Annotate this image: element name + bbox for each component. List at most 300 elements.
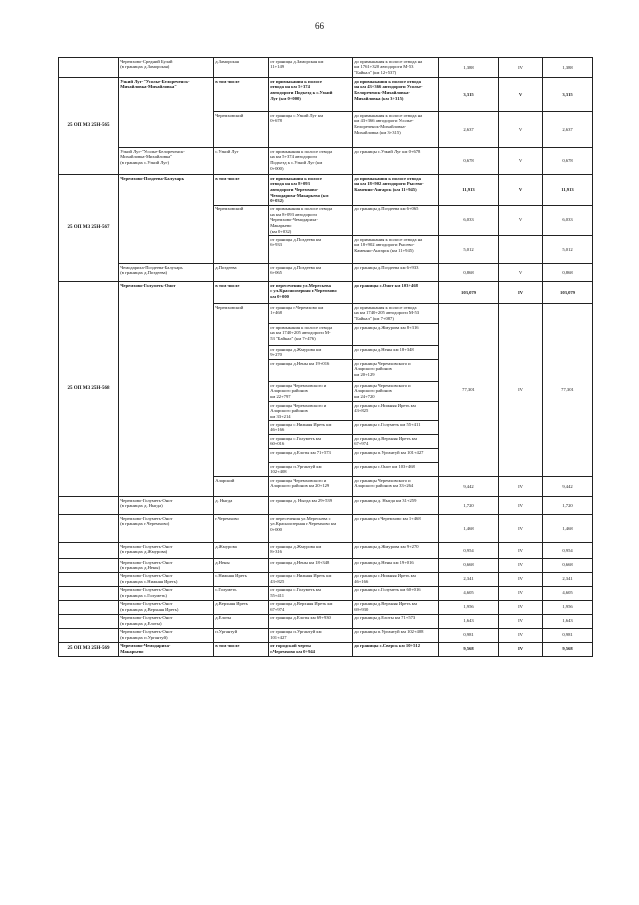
cell-text-line: км 20+129 xyxy=(354,371,375,377)
cell-text-line: Аларского районов км 20+129 xyxy=(270,483,330,489)
length-km xyxy=(439,559,499,572)
cell-value: IV xyxy=(518,632,523,638)
cell-text-line: 0+000 xyxy=(270,527,282,533)
cell-value: IV xyxy=(518,64,523,70)
total-length-km xyxy=(543,614,593,628)
section-end xyxy=(353,58,439,78)
section-start xyxy=(269,515,353,543)
cell-value: в том числе xyxy=(215,78,240,84)
cell-text-line: до границы д.Елоты км 71+573 xyxy=(354,615,416,621)
cell-value: 1,956 xyxy=(463,604,474,610)
cell-text-line: до примыкания к полосе отвода на xyxy=(354,236,423,242)
road-name xyxy=(119,175,214,264)
cell-text-line: Аларского районов км 33+264 xyxy=(354,483,414,489)
cell-text-line: до примыкания к полосе отвода на xyxy=(354,58,423,64)
cell-value: V xyxy=(518,186,523,192)
section-end xyxy=(353,264,439,282)
section-start xyxy=(269,402,353,421)
cell-text-line: до примыкания к полосе отвода на xyxy=(354,112,423,118)
cell-text-line: с ул.Красноозерная г.Черемхово xyxy=(270,288,337,294)
cell-text-line: до границы д.Нены км 18+348 xyxy=(354,346,414,352)
section-end xyxy=(353,360,439,382)
cell-text-line: 46+166 xyxy=(354,578,369,584)
cell-text-line: до границы с.Голуметь км 55+411 xyxy=(354,421,421,427)
length-km xyxy=(439,205,499,236)
cell-text-line: Чемодариха-Поздеева-Балухарь xyxy=(120,264,183,270)
section-end xyxy=(353,463,439,477)
section-start xyxy=(269,324,353,346)
cell-text-line: от границы д.Поздеева км xyxy=(270,264,322,270)
cell-value: д.Елоты xyxy=(215,615,232,621)
section-start xyxy=(269,236,353,264)
cell-value: 6,033 xyxy=(463,217,474,223)
cell-value: V xyxy=(518,217,523,223)
cell-value: 1,720 xyxy=(463,502,474,508)
cell-value: 25 ОП МЗ 25Н-565 xyxy=(67,123,110,129)
cell-text-line: (в границах д. Ныгда) xyxy=(120,503,163,509)
table-row xyxy=(59,586,593,600)
cell-text-line: на км 18+902 автодороги Рысево- xyxy=(354,181,424,187)
total-length-km xyxy=(543,58,593,78)
section-start xyxy=(269,282,353,304)
section-start xyxy=(269,463,353,477)
cell-text-line: от границы д.Жмурова км xyxy=(270,346,322,352)
table-row xyxy=(59,559,593,572)
cell-text-line: от границы г.Черемхово км xyxy=(270,304,324,310)
length-km xyxy=(439,572,499,586)
cell-text-line: 9+270 xyxy=(270,352,282,358)
settlement xyxy=(214,559,269,572)
cell-text-line: от границы д.Верхняя Иреть км xyxy=(270,601,333,607)
settlement xyxy=(214,477,269,497)
cell-value: 77,301 xyxy=(561,387,574,393)
road-code xyxy=(59,282,119,497)
cell-value: IV xyxy=(518,502,523,508)
cell-text-line: Луг (км 0+000) xyxy=(270,95,301,101)
cell-value: 103,079 xyxy=(461,289,476,295)
cell-value: 1,468 xyxy=(562,525,573,531)
settlement xyxy=(214,282,269,304)
table-row xyxy=(59,497,593,515)
road-code xyxy=(59,586,119,600)
cell-text-line: до примыкания к полосе отвода xyxy=(354,304,417,310)
road-category xyxy=(499,304,543,477)
total-length-km xyxy=(543,559,593,572)
cell-text-line: Михайловка-Михайловка" xyxy=(120,84,177,90)
cell-value: IV xyxy=(517,646,524,652)
total-length-km xyxy=(543,264,593,282)
road-name xyxy=(119,515,214,543)
cell-text-line: Макарьево xyxy=(270,223,292,229)
road-category xyxy=(499,477,543,497)
table-row xyxy=(59,600,593,614)
table-row xyxy=(59,58,593,78)
cell-text-line: до границы д.Жмурова км 9+270 xyxy=(354,543,419,549)
cell-text-line: от границы Черемховского и xyxy=(270,382,327,388)
road-category xyxy=(499,543,543,559)
cell-text-line: 46+166 xyxy=(270,427,285,433)
road-name xyxy=(119,642,214,656)
settlement xyxy=(214,628,269,642)
section-start xyxy=(269,477,353,497)
cell-text-line: Черемхово-Голуметь-Онот xyxy=(120,543,173,549)
cell-text-line: Михайловка-Михайловка" xyxy=(120,154,173,160)
total-length-km xyxy=(543,515,593,543)
cell-value: 25 ОП МЗ 25Н-569 xyxy=(67,646,110,652)
road-category xyxy=(499,515,543,543)
section-start xyxy=(269,205,353,236)
cell-value: 0,981 xyxy=(463,632,474,638)
table-row xyxy=(59,175,593,206)
cell-text-line: от границы Черемховского и xyxy=(270,402,327,408)
cell-value: Аларский xyxy=(215,477,235,483)
section-start xyxy=(269,628,353,642)
settlement xyxy=(214,205,269,264)
length-km xyxy=(439,497,499,515)
section-end xyxy=(353,112,439,148)
settlement xyxy=(214,586,269,600)
settlement xyxy=(214,600,269,614)
section-end xyxy=(353,324,439,346)
cell-text-line: до границы д.Жмурова км 8+316 xyxy=(354,324,419,330)
cell-text-line: км 22+797 xyxy=(270,393,291,399)
length-km xyxy=(439,642,499,656)
cell-text-line: 102+408 xyxy=(270,469,287,475)
cell-text-line: автодороги Черемхово- xyxy=(270,186,319,192)
road-category xyxy=(499,58,543,78)
cell-value: д.Поздеева xyxy=(215,264,237,270)
length-km xyxy=(439,586,499,600)
cell-text-line: Аларского районов xyxy=(354,388,392,394)
cell-text-line: (в границах д.Нены) xyxy=(120,565,161,571)
section-end xyxy=(353,628,439,642)
cell-text-line: до границы д.Нены км 19+016 xyxy=(354,559,414,565)
cell-text-line: до границы с.Голуметь км 60+016 xyxy=(354,587,421,593)
cell-text-line: Черемхово-Голуметь-Онот xyxy=(120,587,173,593)
cell-value: в том числе xyxy=(215,643,240,649)
section-end xyxy=(353,421,439,435)
cell-value: 1,388 xyxy=(463,64,474,70)
cell-value: 1,643 xyxy=(562,618,573,624)
road-name xyxy=(119,559,214,572)
total-length-km xyxy=(543,78,593,112)
section-end xyxy=(353,559,439,572)
length-km xyxy=(439,543,499,559)
cell-text-line: от границы д.Нены км 19+016 xyxy=(270,360,330,366)
cell-text-line: Узкий Луг-"Усолье-Белореченск- xyxy=(120,148,185,154)
section-end xyxy=(353,515,439,543)
cell-text-line: 0+000) xyxy=(270,165,284,171)
section-end xyxy=(353,477,439,497)
cell-text-line: до границы Черемховского и xyxy=(354,360,411,366)
section-start xyxy=(269,572,353,586)
cell-value: 4,605 xyxy=(463,590,474,596)
table-row xyxy=(59,543,593,559)
total-length-km xyxy=(543,148,593,175)
total-length-km xyxy=(543,543,593,559)
cell-value: V xyxy=(518,158,523,164)
cell-value: IV xyxy=(518,576,523,582)
road-name xyxy=(119,282,214,497)
length-km xyxy=(439,304,499,477)
cell-value: 5,012 xyxy=(562,246,573,252)
road-category xyxy=(499,78,543,112)
length-km xyxy=(439,236,499,264)
cell-text-line: 0+032) xyxy=(270,198,284,204)
road-category xyxy=(499,614,543,628)
section-start xyxy=(269,600,353,614)
cell-text-line: (в границах д.Поздеева) xyxy=(120,270,168,276)
cell-text-line: от примыкания к полосе xyxy=(270,175,322,181)
cell-value: 9,568 xyxy=(463,646,474,652)
cell-value: 6,033 xyxy=(562,217,573,223)
road-name xyxy=(119,572,214,586)
table-row xyxy=(59,628,593,642)
cell-value: 2,637 xyxy=(463,126,474,132)
cell-text-line: (в границах с.Нижняя Иреть) xyxy=(120,578,178,584)
cell-text-line: Черемхово-Чемодариха- xyxy=(270,217,318,223)
cell-value: 9,442 xyxy=(562,483,573,489)
section-start xyxy=(269,148,353,175)
cell-text-line: до границы с.Узкий Луг км 0+678 xyxy=(354,148,421,154)
cell-text-line: от примыкания к полосе отвода xyxy=(270,324,333,330)
cell-text-line: отвода на км 5+374 xyxy=(270,84,310,90)
cell-value: 9,442 xyxy=(463,483,474,489)
cell-value: 0,678 xyxy=(562,158,573,164)
cell-text-line: Черемхово-Голуметь-Онот xyxy=(120,573,173,579)
cell-value: IV xyxy=(518,525,523,531)
section-end xyxy=(353,282,439,304)
cell-value: 1,468 xyxy=(463,525,474,531)
cell-text-line: до границы с.Сверск км 10+512 xyxy=(354,643,421,649)
cell-text-line: Чемодариха-Макарьево (км xyxy=(270,192,329,198)
cell-text-line: до границы д. Ныгда км 31+259 xyxy=(354,497,417,503)
cell-text-line: Черемхово-Голуметь-Онот xyxy=(120,601,173,607)
cell-text-line: до границы п.Ургантуй км 102+408 xyxy=(354,629,424,635)
section-end xyxy=(353,449,439,463)
cell-text-line: Каменно-Ангарск (км 11+945) xyxy=(354,247,414,253)
section-start xyxy=(269,614,353,628)
cell-value: 0,668 xyxy=(463,562,474,568)
section-end xyxy=(353,435,439,449)
cell-value: 0,678 xyxy=(463,158,474,164)
cell-text-line: от границы с.Нижняя Иреть км xyxy=(270,421,332,427)
road-name xyxy=(119,264,214,282)
total-length-km xyxy=(543,112,593,148)
total-length-km xyxy=(543,572,593,586)
cell-text-line: от примыкания к полосе отвода xyxy=(270,206,333,212)
settlement xyxy=(214,572,269,586)
cell-value: V xyxy=(518,269,523,275)
cell-value: IV xyxy=(518,618,523,624)
cell-text-line: км 43+366 автодороги Усолье- xyxy=(354,118,414,124)
cell-value: IV xyxy=(518,604,523,610)
road-code xyxy=(59,497,119,515)
total-length-km xyxy=(543,628,593,642)
road-code xyxy=(59,600,119,614)
cell-text-line: от границы д.Елоты км 71+573 xyxy=(270,449,331,455)
cell-value: в том числе xyxy=(215,175,240,181)
cell-value: 9,568 xyxy=(562,646,573,652)
cell-text-line: от границы с.Голуметь км xyxy=(270,435,321,441)
cell-text-line: Аларского районов xyxy=(270,388,308,394)
cell-value: 11,913 xyxy=(462,186,475,192)
cell-text-line: (в границах с.Узкий Луг) xyxy=(120,159,169,165)
settlement xyxy=(214,543,269,559)
cell-text-line: отвода на км 8+093 xyxy=(270,181,310,187)
road-name xyxy=(119,586,214,600)
settlement xyxy=(214,614,269,628)
cell-value: 103,079 xyxy=(560,289,575,295)
cell-text-line: на км 8+093 автодороги xyxy=(270,211,317,217)
road-name xyxy=(119,628,214,642)
total-length-km xyxy=(543,282,593,304)
cell-value: 1,643 xyxy=(463,618,474,624)
cell-value: 2,637 xyxy=(562,126,573,132)
road-code xyxy=(59,559,119,572)
cell-text-line: от границы п.Ургантуй км xyxy=(270,629,322,635)
road-category xyxy=(499,628,543,642)
cell-value: 5,012 xyxy=(463,246,474,252)
cell-value: IV xyxy=(518,590,523,596)
section-end xyxy=(353,600,439,614)
cell-text-line: (в границах д.Жмурова) xyxy=(120,549,168,555)
road-category xyxy=(499,586,543,600)
total-length-km xyxy=(543,236,593,264)
section-start xyxy=(269,497,353,515)
cell-text-line: от границы д.Жмурова км xyxy=(270,543,322,549)
length-km xyxy=(439,78,499,112)
road-category xyxy=(499,559,543,572)
road-code xyxy=(59,58,119,78)
road-code xyxy=(59,642,119,656)
cell-text-line: до границы г.Черемхово км 1+468 xyxy=(354,515,421,521)
cell-text-line: до границы д.Поздеева км 6+933 xyxy=(354,264,419,270)
cell-text-line: Аларского районов xyxy=(270,408,308,414)
cell-text-line: (в границах д.Верхняя Иреть) xyxy=(120,606,179,612)
cell-text-line: (в границах д.Елоты) xyxy=(120,620,162,626)
cell-text-line: от границы с.Голуметь км xyxy=(270,587,321,593)
cell-text-line: от границы д.Поздеева км xyxy=(270,236,322,242)
road-category xyxy=(499,148,543,175)
section-end xyxy=(353,642,439,656)
cell-text-line: 0+678 xyxy=(270,118,282,124)
total-length-km xyxy=(543,586,593,600)
cell-value: 3,315 xyxy=(463,91,474,97)
road-name xyxy=(119,58,214,78)
settlement xyxy=(214,148,269,175)
cell-value: г.Черемхово xyxy=(215,515,239,521)
cell-text-line: Черемхово-Голуметь-Онот xyxy=(120,629,173,635)
cell-value: 1,388 xyxy=(562,64,573,70)
cell-value: п.Ургантуй xyxy=(215,629,238,635)
cell-text-line: г.Черемхово км 0+944 xyxy=(270,648,315,654)
cell-text-line: до границы д.Верхняя Иреть км xyxy=(354,601,417,607)
section-start xyxy=(269,78,353,112)
road-code xyxy=(59,175,119,282)
cell-text-line: от примыкания к полосе xyxy=(270,78,322,84)
section-end xyxy=(353,236,439,264)
cell-text-line: (в границах с.Голуметь) xyxy=(120,592,167,598)
cell-text-line: Михайловка (км 3+315) xyxy=(354,95,404,101)
cell-text-line: от границы д. Ныгда км 29+539 xyxy=(270,497,332,503)
section-end xyxy=(353,346,439,360)
cell-value: 0,954 xyxy=(463,547,474,553)
road-name xyxy=(119,543,214,559)
road-code xyxy=(59,614,119,628)
section-start xyxy=(269,264,353,282)
cell-value: 0,981 xyxy=(562,632,573,638)
table-row xyxy=(59,148,593,175)
cell-value: 3,315 xyxy=(562,91,573,97)
road-category xyxy=(499,282,543,304)
length-km xyxy=(439,600,499,614)
cell-text-line: от границы Черемховского и xyxy=(270,477,327,483)
section-start xyxy=(269,382,353,402)
settlement xyxy=(214,515,269,543)
cell-text-line: "Байкал" (км 12+537) xyxy=(354,69,397,75)
section-end xyxy=(353,382,439,402)
table-row xyxy=(59,642,593,656)
cell-text-line: до границы с.Онот км 103+468 xyxy=(354,282,418,288)
length-km xyxy=(439,614,499,628)
table-row xyxy=(59,264,593,282)
section-start xyxy=(269,346,353,360)
table-row xyxy=(59,614,593,628)
table-row xyxy=(59,572,593,586)
cell-text-line: (в границах д.Заморская) xyxy=(120,64,170,70)
length-km xyxy=(439,628,499,642)
settlement xyxy=(214,112,269,148)
cell-value: 0,954 xyxy=(562,547,573,553)
section-end xyxy=(353,586,439,600)
cell-value: IV xyxy=(518,483,523,489)
cell-value: Черемховский xyxy=(215,304,244,310)
section-end xyxy=(353,304,439,324)
cell-text-line: автодороги Подъезд к с.Узкий xyxy=(270,89,333,95)
cell-value: 1,956 xyxy=(562,604,573,610)
settlement xyxy=(214,58,269,78)
cell-text-line: до границы д.Верхняя Иреть км xyxy=(354,435,417,441)
section-start xyxy=(269,559,353,572)
cell-text-line: от границы п.Ургантуй км xyxy=(270,463,322,469)
cell-text-line: 60+016 xyxy=(270,441,285,447)
cell-value: IV xyxy=(517,289,524,295)
total-length-km xyxy=(543,304,593,477)
total-length-km xyxy=(543,477,593,497)
cell-text-line: от границы д.Нены км 18+348 xyxy=(270,559,330,565)
section-end xyxy=(353,175,439,206)
table-row xyxy=(59,282,593,304)
cell-text-line: до границы с.Нижняя Иреть км xyxy=(354,402,416,408)
cell-value: 4,605 xyxy=(562,590,573,596)
cell-value: д.Заморская xyxy=(215,58,239,64)
section-start xyxy=(269,175,353,206)
cell-text-line: Черемхово-Голуметь-Онот xyxy=(120,559,173,565)
cell-text-line: от примыкания к полосе отвода xyxy=(270,148,333,154)
road-name xyxy=(119,497,214,515)
cell-text-line: Черемхово-Средний Булай xyxy=(120,58,173,64)
length-km xyxy=(439,112,499,148)
cell-text-line: км 1761+320 автодороги М-53 xyxy=(354,64,414,70)
cell-text-line: 53 "Байкал" (км 7+476) xyxy=(270,335,316,341)
cell-value: д.Верхняя Иреть xyxy=(215,601,248,607)
cell-value: Черемховский xyxy=(215,206,244,212)
cell-text-line: 6+933 xyxy=(270,242,282,248)
settlement xyxy=(214,642,269,656)
cell-text-line: Узкий Луг-"Усолье-Белореченск- xyxy=(120,78,190,84)
cell-value: IV xyxy=(518,547,523,553)
